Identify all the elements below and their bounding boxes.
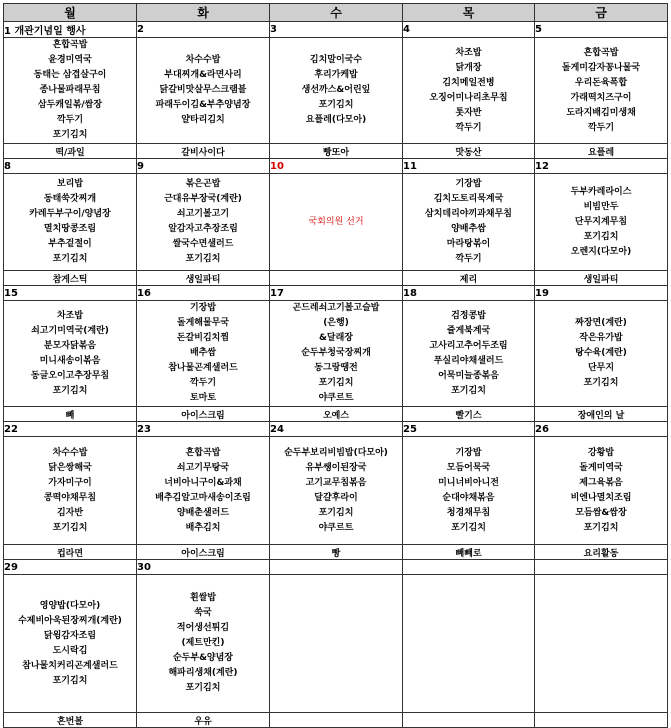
day-snack: 떡/과일 xyxy=(4,144,137,159)
menu-item: 김치메일전병 xyxy=(442,77,495,88)
day-snack: 제리 xyxy=(403,271,535,286)
weeks-body xyxy=(4,22,668,728)
menu-item: 깍두기 xyxy=(455,254,482,264)
menu-item: 후리가케밥 xyxy=(314,70,358,80)
menu-item: (은행) xyxy=(323,318,349,328)
day-snack: 우유 xyxy=(137,713,270,728)
menu-item: 윤경미역국 xyxy=(48,55,92,65)
menu-item: 포기김치 xyxy=(451,385,486,396)
menu-item: 차조밥 xyxy=(455,47,482,58)
menu-item: 어묵미늘종볶음 xyxy=(438,370,499,381)
day-snack: 오예스 xyxy=(270,407,403,422)
menu-row xyxy=(4,38,668,144)
menu-item: 포기김치 xyxy=(52,522,88,533)
day-menu xyxy=(137,38,270,144)
menu-item: 모듬어묵국 xyxy=(446,462,491,473)
menu-item: 짜장면(계란) xyxy=(575,318,627,328)
day-snack: 아이스크림 xyxy=(137,545,270,560)
menu-item: 두부카레라이스 xyxy=(570,186,632,197)
day-snack xyxy=(270,271,403,286)
snack-row xyxy=(4,407,668,422)
day-menu xyxy=(403,38,535,144)
day-menu xyxy=(535,301,668,407)
menu-item: 요플레(다모아) xyxy=(305,115,367,125)
menu-item: 기장밥 xyxy=(189,303,217,313)
menu-item: 청경채무침 xyxy=(446,507,491,518)
day-snack: 맛동산 xyxy=(403,144,535,159)
day-menu xyxy=(137,301,270,407)
day-snack: 생일파티 xyxy=(137,271,270,286)
weekday-thursday: 목 xyxy=(403,4,535,22)
weekday-wednesday: 수 xyxy=(270,4,403,22)
day-snack: 장애인의 날 xyxy=(535,407,668,422)
day-snack: 빵 xyxy=(270,545,403,560)
day-menu xyxy=(403,301,535,407)
menu-item: 깍두기 xyxy=(189,378,217,388)
day-menu xyxy=(137,575,270,713)
date-row xyxy=(4,560,668,575)
menu-item: 흔합곡밥 xyxy=(185,447,221,458)
menu-item: 흔합곡밥 xyxy=(583,47,619,58)
menu-item: 수제비아욱된장찌개(계란) xyxy=(18,615,122,626)
menu-item: 깍두기 xyxy=(455,122,482,133)
day-menu xyxy=(403,437,535,545)
day-date: 4 xyxy=(403,22,535,38)
menu-item: 참나물치커리곤계샐러드 xyxy=(22,660,118,671)
menu-item: 순대야채볶음 xyxy=(442,492,495,503)
menu-item: 마라탕볶이 xyxy=(446,239,491,249)
menu-item: 콩떡야채무침 xyxy=(43,492,97,503)
menu-item: 파래두이김&부추양념장 xyxy=(155,100,251,110)
menu-item: 미니너비아니전 xyxy=(438,477,499,488)
day-date xyxy=(403,560,535,575)
menu-item: 부대찌개&라면사리 xyxy=(164,70,242,80)
menu-item: 도시락김 xyxy=(52,645,88,656)
day-snack: 흔번볼 xyxy=(4,713,137,728)
menu-item: 순두부청국장찌개 xyxy=(301,348,371,358)
day-snack xyxy=(270,713,403,728)
day-menu xyxy=(4,38,137,144)
menu-item: 쥴게북계국 xyxy=(446,325,491,336)
menu-item: 쇠고기무탕국 xyxy=(176,462,230,473)
menu-item: 야쿠르트 xyxy=(318,522,354,533)
day-menu xyxy=(4,437,137,545)
day-date: 17 xyxy=(270,286,403,301)
day-date: 19 xyxy=(535,286,668,301)
menu-item: 포기김치 xyxy=(318,507,354,518)
date-row xyxy=(4,286,668,301)
menu-item: 고사리고추어두조림 xyxy=(429,340,508,351)
menu-item: 해파리생채(계란) xyxy=(168,668,238,678)
day-date: 30 xyxy=(137,560,270,575)
menu-item: 깍두기 xyxy=(587,122,615,133)
menu-item: 배추쌈 xyxy=(189,348,217,358)
menu-item: 김치말이국수 xyxy=(309,55,363,65)
day-snack: 참게스틱 xyxy=(4,271,137,286)
menu-item: 멸치땅콩조림 xyxy=(43,224,97,234)
day-date: 12 xyxy=(535,159,668,174)
menu-item: 알감자고추장조림 xyxy=(168,224,238,234)
menu-item: 삼치데리야끼과채무침 xyxy=(425,209,512,219)
day-date: 22 xyxy=(4,422,137,437)
menu-item: 동글오이고추장무침 xyxy=(30,370,110,381)
menu-item: 기장밥 xyxy=(455,179,482,189)
day-snack: 빵또아 xyxy=(270,144,403,159)
day-menu xyxy=(270,174,403,271)
menu-item: 쇠고기미역국(계란) xyxy=(31,325,109,336)
day-date: 9 xyxy=(137,159,270,174)
day-menu xyxy=(4,575,137,713)
menu-item: 닭갈비맛살무스크램블 xyxy=(159,85,247,95)
menu-item: 동태쑥갓찌개 xyxy=(43,194,97,204)
day-snack: 빼빼로 xyxy=(403,545,535,560)
day-menu xyxy=(403,575,535,713)
menu-item: 참나물곤계샐러드 xyxy=(168,363,238,373)
day-menu xyxy=(4,301,137,407)
day-menu xyxy=(535,437,668,545)
day-snack: 빼 xyxy=(4,407,137,422)
menu-item: 포기김치 xyxy=(185,683,221,693)
menu-item: 가자미구이 xyxy=(48,477,92,488)
menu-item: 보리밥 xyxy=(56,179,84,189)
menu-item: 깍두기 xyxy=(56,115,84,125)
menu-item: 푸실리야채샐러드 xyxy=(433,355,504,366)
menu-item: 기장밥 xyxy=(455,447,482,458)
day-date: 25 xyxy=(403,422,535,437)
weekday-header-row xyxy=(4,4,668,22)
day-menu xyxy=(270,437,403,545)
menu-item: 닭은쌍해국 xyxy=(48,462,92,473)
day-menu xyxy=(403,174,535,271)
menu-item: 단무지 xyxy=(587,363,615,373)
menu-item: 카레두부구이/양념장 xyxy=(29,209,111,219)
snack-row xyxy=(4,713,668,728)
menu-item: 닭개장 xyxy=(455,62,482,73)
day-snack: 갈비사이다 xyxy=(137,144,270,159)
menu-item: 포기김치 xyxy=(583,231,619,242)
menu-item: 차수수밥 xyxy=(52,447,88,458)
weekday-monday: 월 xyxy=(4,4,137,22)
menu-item: 탕수육(계란) xyxy=(575,348,627,358)
holiday-note: 국회의원 선거 xyxy=(308,216,364,227)
menu-row xyxy=(4,301,668,407)
day-date: 24 xyxy=(270,422,403,437)
weekday-tuesday: 화 xyxy=(137,4,270,22)
menu-item: 유부쌩이된장국 xyxy=(305,462,367,473)
menu-row xyxy=(4,575,668,713)
day-date: 10 xyxy=(270,159,403,174)
day-date: 1 개관기념일 행사 xyxy=(4,22,137,38)
day-date: 15 xyxy=(4,286,137,301)
menu-item: 양배추쌈 xyxy=(451,224,486,234)
menu-item: &달래장 xyxy=(319,333,353,343)
menu-item: 영양밥(다모아) xyxy=(39,600,101,611)
date-row xyxy=(4,422,668,437)
menu-item: 순두부보리비빔밥(다모아) xyxy=(284,447,388,458)
day-menu xyxy=(535,174,668,271)
day-snack: 아이스크림 xyxy=(137,407,270,422)
menu-item: 모듬쌈&쌈장 xyxy=(575,507,627,518)
menu-item: 부추겉절이 xyxy=(48,239,92,249)
day-date: 16 xyxy=(137,286,270,301)
menu-item: 쑥국 xyxy=(194,608,212,618)
day-menu xyxy=(270,38,403,144)
weekday-friday: 금 xyxy=(535,4,668,22)
menu-item: 김치도토리묵계국 xyxy=(433,194,504,204)
menu-item: 흔합곡밥 xyxy=(52,40,88,50)
menu-item: 미니새송이볶음 xyxy=(39,355,101,366)
menu-item: 얄타리김치 xyxy=(181,115,225,125)
day-date: 2 xyxy=(137,22,270,38)
menu-item: 오징어미나리초무침 xyxy=(429,92,508,103)
day-menu xyxy=(137,437,270,545)
menu-item: 비엔나멸치조림 xyxy=(570,492,632,503)
menu-item: 생선까스&어린잎 xyxy=(301,85,371,95)
day-date: 5 xyxy=(535,22,668,38)
menu-item: 적어생선튀김 xyxy=(176,623,230,633)
menu-item: 돌게해물무국 xyxy=(176,318,230,328)
day-date xyxy=(270,560,403,575)
menu-item: 야쿠르트 xyxy=(318,393,354,403)
day-snack: 생일파티 xyxy=(535,271,668,286)
menu-item: 토마토 xyxy=(189,393,217,403)
day-snack: 빨기스 xyxy=(403,407,535,422)
menu-item: 배추김알고마새송이조림 xyxy=(155,492,251,503)
day-menu xyxy=(535,575,668,713)
menu-item: 오렌지(다모아) xyxy=(570,246,632,257)
menu-row xyxy=(4,174,668,271)
date-row xyxy=(4,159,668,174)
menu-item: 포기김치 xyxy=(185,254,221,264)
day-snack xyxy=(403,713,535,728)
snack-row xyxy=(4,545,668,560)
menu-item: 차수수밥 xyxy=(185,55,221,65)
menu-item: 포기김치 xyxy=(583,522,619,533)
day-snack xyxy=(535,713,668,728)
menu-item: 가래떡치즈구이 xyxy=(570,92,632,103)
menu-row xyxy=(4,437,668,545)
day-date: 18 xyxy=(403,286,535,301)
menu-item: 볶은곤밥 xyxy=(185,179,221,189)
menu-item: 포기김치 xyxy=(52,675,88,686)
day-snack: 요플레 xyxy=(535,144,668,159)
menu-item: 동그랑땡전 xyxy=(314,363,358,373)
menu-item: 비빔만두 xyxy=(583,201,619,212)
menu-item: 동태는 삼겹살구이 xyxy=(33,70,107,80)
menu-item: 근대유부장국(계란) xyxy=(164,194,242,204)
menu-item: 포기김치 xyxy=(318,100,354,110)
day-date: 29 xyxy=(4,560,137,575)
date-row xyxy=(4,22,668,38)
menu-item: 돈갈비김치찜 xyxy=(176,333,230,343)
menu-item: 너비아니구이&과채 xyxy=(164,477,242,488)
day-date: 8 xyxy=(4,159,137,174)
menu-item: 강황밥 xyxy=(587,447,615,458)
menu-item: 포기김치 xyxy=(52,385,88,396)
menu-item: 우리돈육폭합 xyxy=(574,77,628,88)
monthly-meal-table xyxy=(3,3,668,728)
menu-item: 닭윙감자조림 xyxy=(43,630,97,641)
day-date: 11 xyxy=(403,159,535,174)
menu-item: 포기김치 xyxy=(583,378,619,388)
day-menu xyxy=(270,301,403,407)
day-menu xyxy=(270,575,403,713)
menu-item: 쇠고기볼고기 xyxy=(176,209,230,219)
menu-item: 포기김치 xyxy=(451,522,486,533)
menu-item: 종나물파래무침 xyxy=(39,85,101,95)
menu-item: 순두부&양념장 xyxy=(172,653,233,663)
menu-item: 단무지계무침 xyxy=(574,216,628,227)
day-menu xyxy=(4,174,137,271)
menu-item: 김자반 xyxy=(56,507,84,518)
day-date: 23 xyxy=(137,422,270,437)
menu-item: 고기교무침볶음 xyxy=(305,477,367,488)
day-snack: 요리활동 xyxy=(535,545,668,560)
day-menu xyxy=(535,38,668,144)
day-date xyxy=(535,560,668,575)
menu-item: 톳자반 xyxy=(455,107,482,118)
menu-item: 작은유가밥 xyxy=(579,333,623,343)
menu-item: 분모자닭볶음 xyxy=(43,340,97,351)
menu-item: 휜쌀밥 xyxy=(189,593,217,603)
day-date: 3 xyxy=(270,22,403,38)
day-snack: 컵라면 xyxy=(4,545,137,560)
menu-item: 삼두캐일볶/쌈장 xyxy=(37,100,103,110)
snack-row xyxy=(4,144,668,159)
menu-item: 양배춘샐러드 xyxy=(176,507,230,518)
menu-item: 도라지배김미생채 xyxy=(566,107,636,118)
menu-item: 쌀국수면샐러드 xyxy=(172,239,234,249)
menu-item: 달걀후라이 xyxy=(314,492,358,503)
menu-item: 돌게미감자꽁나물국 xyxy=(561,62,641,73)
menu-item: 포기김치 xyxy=(52,130,88,140)
menu-item: 검정콩밥 xyxy=(451,310,486,321)
menu-item: 포기김치 xyxy=(318,378,354,388)
menu-item: 곤드레쇠고기볼고슬밥 xyxy=(292,303,380,313)
snack-row xyxy=(4,271,668,286)
menu-item: 포기김치 xyxy=(52,254,88,264)
menu-item: 배추김치 xyxy=(185,522,221,533)
menu-item: 돌게미역국 xyxy=(579,462,623,473)
menu-item: 차조밥 xyxy=(56,310,84,321)
day-menu xyxy=(137,174,270,271)
menu-item: 제그육볶음 xyxy=(579,477,623,488)
day-date: 26 xyxy=(535,422,668,437)
menu-item: (제트만킨) xyxy=(181,638,225,648)
